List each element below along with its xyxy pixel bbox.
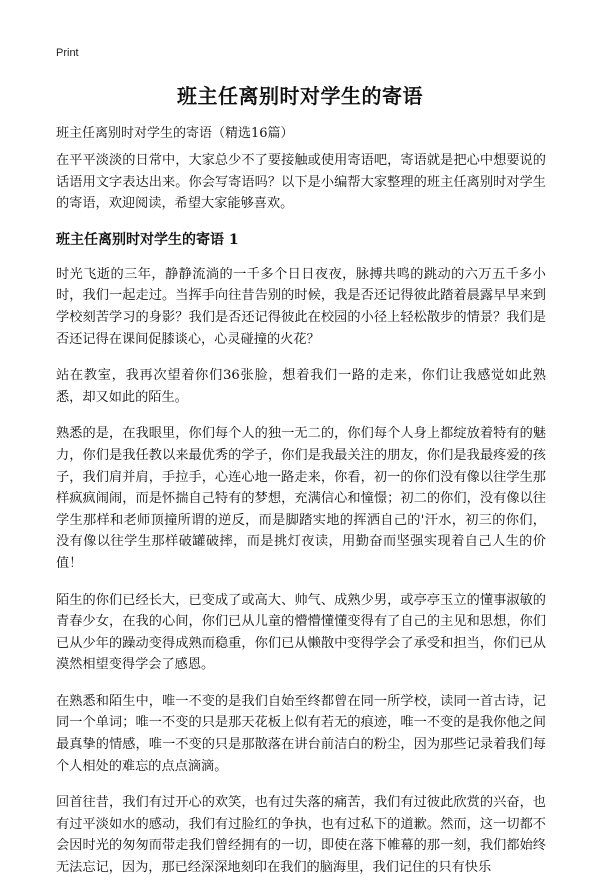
body-paragraph: 站在教室，我再次望着你们36张脸，想着我们一路的走来，你们让我感觉如此熟悉，却又如此的陌生。 <box>56 368 546 405</box>
body-paragraph: 陌生的你们已经长大，已变成了或高大、帅气、成熟少男，或亭亭玉立的懂事淑敏的青春少女，在我的心间，你们已从儿童的懵懵懂懂变得有了自己的主见和思想，你们已从少年的躁动变得成熟而稳重，你们已从懒散中变得学会了承受和担当，你们已从漠然相望变得学会了感恩。 <box>56 592 546 673</box>
body-paragraph: 回首往昔，我们有过开心的欢笑，也有过失落的痛苦，我们有过彼此欣赏的兴奋，也有过平淡如水的感动，我们有过脸红的争执，也有过私下的道歉。然而，这一切都不会因时光的匆匆而带走我们曾经拥有的一切，即使在落下帷幕的那一刻，我们都始终无法忘记，因为，那已经深深地刻印在我们的脑海里，我们记住的只有快乐 <box>56 795 546 876</box>
body-paragraph: 在熟悉和陌生中，唯一不变的是我们自始至终都曾在同一所学校，读同一首古诗，记同一个单词；唯一不变的只是那天花板上似有若无的痕迹，唯一不变的是我你他之间最真挚的情感，唯一不变的只是那散落在讲台前洁白的粉尘，因为那些记录着我们每个人相处的难忘的点点滴滴。 <box>56 693 546 774</box>
print-link[interactable]: Print <box>56 47 79 59</box>
body-paragraph: 时光飞逝的三年，静静流淌的一千多个日日夜夜，脉搏共鸣的跳动的六万五千多小时，我们一起走过。当挥手向往昔告别的时候，我是否还记得彼此踏着晨露早早来到学校刻苦学习的身影？我们是否还记得彼此在校园的小径上轻松散步的情景？我们是否还记得在课间促膝谈心，心灵碰撞的火花？ <box>56 266 546 347</box>
body-paragraph: 熟悉的是，在我眼里，你们每个人的独一无二的，你们每个人身上都绽放着特有的魅力，你们是我任教以来最优秀的学子，你们是我最关注的朋友，你们是我最疼爱的孩子，我们肩并肩，手拉手，心连心地一路走来，你看，初一的你们没有像以往学生那样疯疯闹闹，而是怀揣自己特有的梦想，充满信心和憧憬；初二的你们，没有像以往学生那样和老师顶撞所谓的逆反，而是脚踏实地的挥洒自己的'汗水，初三的你们，没有像以往学生那样破罐破摔，而是挑灯夜读，用勤奋而坚强实现着自己人生的价值！ <box>56 426 546 571</box>
intro-paragraph: 在平平淡淡的日常中，大家总少不了要接触或使用寄语吧，寄语就是把心中想要说的话语用文字表达出来。你会写寄语吗？以下是小编帮大家整理的班主任离别时对学生的寄语，欢迎阅读，希望大家能够喜欢。 <box>56 153 546 212</box>
document-subtitle: 班主任离别时对学生的寄语（精选16篇） <box>56 126 294 141</box>
page-title: 班主任离别时对学生的寄语 <box>177 84 423 108</box>
document-body <box>56 150 546 894</box>
section-heading: 班主任离别时对学生的寄语 1 <box>56 231 239 248</box>
